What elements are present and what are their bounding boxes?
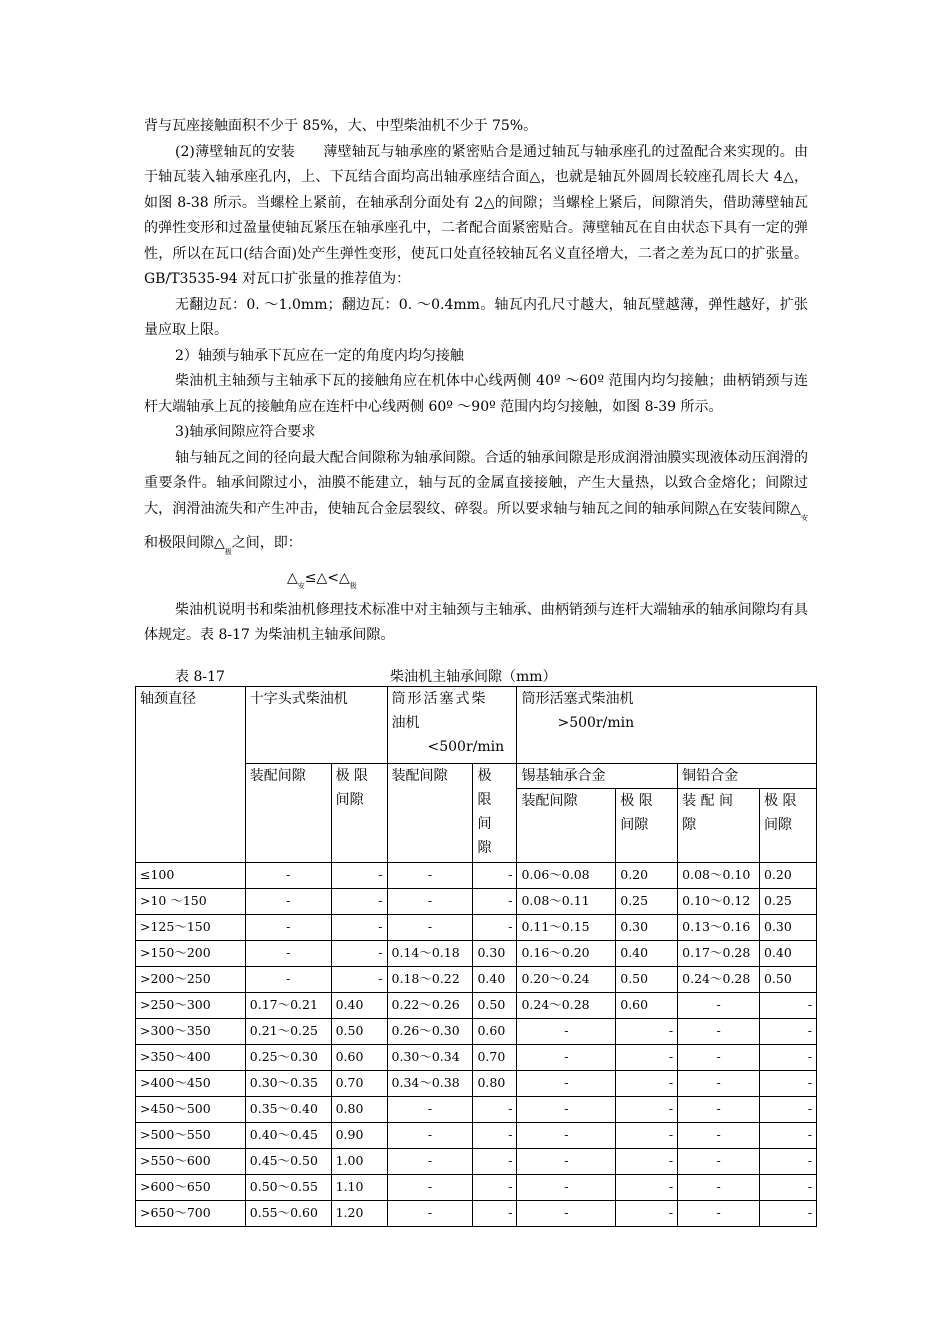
- table-cell: 0.20: [616, 863, 678, 889]
- table-cell: 0.40: [473, 967, 517, 993]
- table-cell: -: [616, 1123, 678, 1149]
- header-crosshead: 十字头式柴油机: [245, 687, 387, 764]
- table-cell: -: [760, 1045, 817, 1071]
- table-number: 表 8-17: [175, 669, 225, 685]
- table-cell: -: [473, 915, 517, 941]
- header-tin-assembly: 装配间隙: [517, 789, 616, 863]
- clearance-formula: $\triangle_安\le\triangle<\triangle_极$: [287, 569, 357, 590]
- table-cell: >200～250: [136, 967, 246, 993]
- table-cell: 0.16～0.20: [517, 941, 616, 967]
- table-cell: 0.30: [616, 915, 678, 941]
- table-cell: -: [760, 1175, 817, 1201]
- paragraph-1: 背与瓦座接触面积不少于 85%，大、中型柴油机不少于 75%。: [144, 118, 538, 134]
- table-cell: 1.00: [331, 1149, 387, 1175]
- table-row: [136, 889, 817, 915]
- table-cell: 1.20: [331, 1201, 387, 1227]
- table-cell: 0.13～0.16: [678, 915, 760, 941]
- table-cell: -: [331, 967, 387, 993]
- table-header: [136, 687, 817, 863]
- table-body: [136, 863, 817, 1227]
- table-cell: -: [387, 915, 473, 941]
- header-copper-lead: 铜铅合金: [678, 764, 817, 789]
- table-cell: -: [616, 1175, 678, 1201]
- table-row: [136, 1123, 817, 1149]
- table-cell: -: [331, 915, 387, 941]
- table-cell: 0.50～0.55: [245, 1175, 331, 1201]
- table-cell: >150～200: [136, 941, 246, 967]
- table-title: 柴油机主轴承间隙（mm）: [390, 669, 557, 685]
- table-row: [136, 993, 817, 1019]
- table-cell: >550～600: [136, 1149, 246, 1175]
- table-row: [136, 1045, 817, 1071]
- table-row: [136, 863, 817, 889]
- table-cell: 0.08～0.11: [517, 889, 616, 915]
- table-cell: 0.34～0.38: [387, 1071, 473, 1097]
- table-cell: -: [517, 1097, 616, 1123]
- table-cell: -: [616, 1019, 678, 1045]
- table-cell: -: [678, 1201, 760, 1227]
- table-row: [136, 1175, 817, 1201]
- table-cell: -: [517, 1149, 616, 1175]
- table-row: [136, 915, 817, 941]
- header-trunk-low-assembly: 装配间隙: [387, 764, 473, 863]
- table-cell: >450～500: [136, 1097, 246, 1123]
- table-cell: 0.22～0.26: [387, 993, 473, 1019]
- table-cell: >600～650: [136, 1175, 246, 1201]
- table-cell: 0.26～0.30: [387, 1019, 473, 1045]
- table-row: [136, 1071, 817, 1097]
- table-cell: -: [473, 863, 517, 889]
- table-cell: -: [616, 1045, 678, 1071]
- table-cell: 0.45～0.50: [245, 1149, 331, 1175]
- table-cell: -: [760, 1123, 817, 1149]
- table-cell: 0.25: [616, 889, 678, 915]
- header-copper-assembly: 装 配 间 隙: [678, 789, 760, 863]
- table-cell: 0.60: [331, 1045, 387, 1071]
- table-cell: -: [517, 1201, 616, 1227]
- header-journal-diameter: 轴颈直径: [136, 687, 246, 863]
- table-cell: 0.30: [473, 941, 517, 967]
- table-cell: -: [760, 1071, 817, 1097]
- table-cell: >400～450: [136, 1071, 246, 1097]
- table-cell: 0.20～0.24: [517, 967, 616, 993]
- table-row: [136, 941, 817, 967]
- table-cell: 0.50: [473, 993, 517, 1019]
- table-cell: 0.21～0.25: [245, 1019, 331, 1045]
- table-cell: -: [387, 863, 473, 889]
- table-cell: -: [678, 1123, 760, 1149]
- table-cell: 0.40: [331, 993, 387, 1019]
- table-cell: 0.17～0.21: [245, 993, 331, 1019]
- table-cell: -: [245, 941, 331, 967]
- table-cell: 0.25: [760, 889, 817, 915]
- table-cell: 0.55～0.60: [245, 1201, 331, 1227]
- table-cell: -: [245, 915, 331, 941]
- table-cell: -: [387, 1201, 473, 1227]
- table-cell: -: [473, 1149, 517, 1175]
- table-cell: -: [678, 1097, 760, 1123]
- table-cell: -: [616, 1149, 678, 1175]
- table-cell: -: [678, 1045, 760, 1071]
- table-cell: -: [517, 1071, 616, 1097]
- header-trunk-low: 筒形活塞式柴 油机 <500r/min: [387, 687, 517, 764]
- table-cell: 0.20: [760, 863, 817, 889]
- table-row: [136, 1149, 817, 1175]
- table-row: [136, 1201, 817, 1227]
- header-trunk-low-limit: 极 限 间 隙: [473, 764, 517, 863]
- table-cell: -: [473, 1097, 517, 1123]
- table-cell: 0.50: [331, 1019, 387, 1045]
- table-cell: 0.14～0.18: [387, 941, 473, 967]
- table-cell: 1.10: [331, 1175, 387, 1201]
- table-caption: [144, 667, 808, 687]
- table-cell: 0.06～0.08: [517, 863, 616, 889]
- table-cell: ≤100: [136, 863, 246, 889]
- table-cell: -: [473, 889, 517, 915]
- paragraph-thin-bearing: (2)薄壁轴瓦的安装 薄壁轴瓦与轴承座的紧密贴合是通过轴瓦与轴承座孔的过盈配合来实现的。由于轴瓦装入轴承座孔内，上、下瓦结合面均高出轴承座结合面△，也就是轴瓦外圆周长较座孔周长大 4△，如图 8-38 所示。当螺栓上紧前，在轴承刮分面处有 2△的间隙；当螺栓上紧后，间隙消失，借助薄壁轴瓦的弹性变形和过盈量使轴瓦紧压在轴承座孔中，二者配合面紧密贴合。薄壁轴瓦在自由状态下具有一定的弹性，所以在瓦口(结合面)处产生弹性变形，使瓦口处直径较轴瓦名义直径增大，二者之差为瓦口的扩张量。GB/T3535-94 对瓦口扩张量的推荐值为：: [144, 143, 808, 287]
- header-copper-limit: 极 限 间隙: [760, 789, 817, 863]
- header-tin-alloy: 锡基轴承合金: [517, 764, 678, 789]
- heading-clearance: 3)轴承间隙应符合要求: [175, 424, 316, 440]
- table-row: [136, 1097, 817, 1123]
- table-cell: >300～350: [136, 1019, 246, 1045]
- table-cell: 0.24～0.28: [678, 967, 760, 993]
- table-cell: 0.80: [331, 1097, 387, 1123]
- table-cell: -: [678, 1019, 760, 1045]
- table-row: [136, 967, 817, 993]
- table-cell: 0.17～0.28: [678, 941, 760, 967]
- paragraph-clearance: 轴与轴瓦之间的径向最大配合间隙称为轴承间隙。合适的轴承间隙是形成润滑油膜实现液体动压润滑的重要条件。轴承间隙过小，油膜不能建立，轴与瓦的金属直接接触，产生大量热，以致合金熔化；间隙过大，润滑油流失和产生冲击，使轴瓦合金层裂纹、碎裂。所以要求轴与轴瓦之间的轴承间隙△在安装间隙$\triangle_安$和极限间隙$\triangle_极$之间，即：: [144, 449, 808, 556]
- table-cell: -: [387, 1175, 473, 1201]
- table-cell: -: [245, 889, 331, 915]
- header-crosshead-limit: 极 限 间隙: [331, 764, 387, 863]
- table-cell: 0.11～0.15: [517, 915, 616, 941]
- bearing-clearance-table: [135, 686, 817, 1227]
- table-cell: -: [473, 1175, 517, 1201]
- table-cell: 0.25～0.30: [245, 1045, 331, 1071]
- table-cell: 0.80: [473, 1071, 517, 1097]
- table-cell: -: [678, 1149, 760, 1175]
- table-cell: -: [473, 1201, 517, 1227]
- table-cell: -: [760, 993, 817, 1019]
- table-cell: -: [678, 1071, 760, 1097]
- table-cell: 0.60: [616, 993, 678, 1019]
- table-cell: -: [616, 1097, 678, 1123]
- table-cell: 0.10～0.12: [678, 889, 760, 915]
- table-cell: -: [517, 1045, 616, 1071]
- table-cell: -: [760, 1149, 817, 1175]
- table-cell: 0.70: [331, 1071, 387, 1097]
- table-cell: >350～400: [136, 1045, 246, 1071]
- table-cell: 0.35～0.40: [245, 1097, 331, 1123]
- table-cell: 0.50: [616, 967, 678, 993]
- table-cell: -: [517, 1175, 616, 1201]
- table-cell: 0.30～0.34: [387, 1045, 473, 1071]
- table-cell: 0.40: [616, 941, 678, 967]
- table-cell: -: [760, 1201, 817, 1227]
- header-crosshead-assembly: 装配间隙: [245, 764, 331, 863]
- table-cell: -: [245, 967, 331, 993]
- table-cell: 0.90: [331, 1123, 387, 1149]
- table-cell: 0.08～0.10: [678, 863, 760, 889]
- table-cell: 0.18～0.22: [387, 967, 473, 993]
- table-cell: 0.60: [473, 1019, 517, 1045]
- table-cell: -: [387, 1123, 473, 1149]
- heading-contact-angle: 2）轴颈与轴承下瓦应在一定的角度内均匀接触: [175, 347, 464, 364]
- header-tin-limit: 极 限 间隙: [616, 789, 678, 863]
- table-cell: 0.30～0.35: [245, 1071, 331, 1097]
- paragraph-table-intro: 柴油机说明书和柴油机修理技术标准中对主轴颈与主轴承、曲柄销颈与连杆大端轴承的轴承间隙均有具体规定。表 8-17 为柴油机主轴承间隙。: [144, 601, 808, 643]
- header-trunk-high: 筒形活塞式柴油机 >500r/min: [517, 687, 817, 764]
- table-cell: -: [616, 1071, 678, 1097]
- table-cell: -: [331, 863, 387, 889]
- table-cell: 0.30: [760, 915, 817, 941]
- table-cell: 0.40: [760, 941, 817, 967]
- table-cell: >650～700: [136, 1201, 246, 1227]
- table-cell: -: [760, 1097, 817, 1123]
- paragraph-contact-angle: 柴油机主轴颈与主轴承下瓦的接触角应在机体中心线两侧 40º ～60º 范围内均匀接触；曲柄销颈与连杆大端轴承上瓦的接触角应在连杆中心线两侧 60º ～90º 范围内均匀接触，如图 8-39 所示。: [144, 373, 808, 415]
- table-cell: -: [678, 993, 760, 1019]
- table-cell: 0.40～0.45: [245, 1123, 331, 1149]
- table-cell: -: [517, 1019, 616, 1045]
- table-cell: -: [387, 1149, 473, 1175]
- table-cell: -: [616, 1201, 678, 1227]
- table-cell: -: [245, 863, 331, 889]
- table-cell: -: [387, 889, 473, 915]
- table-row: [136, 1019, 817, 1045]
- table-cell: -: [331, 889, 387, 915]
- document-body: [144, 114, 808, 649]
- table-cell: -: [473, 1123, 517, 1149]
- paragraph-expansion: 无翻边瓦：0. ～1.0mm；翻边瓦：0. ～0.4mm。轴瓦内孔尺寸越大，轴瓦壁越薄，弹性越好，扩张量应取上限。: [144, 296, 808, 338]
- table-cell: -: [331, 941, 387, 967]
- table-cell: >250～300: [136, 993, 246, 1019]
- table-cell: -: [760, 1019, 817, 1045]
- table-cell: 0.50: [760, 967, 817, 993]
- table-cell: >125～150: [136, 915, 246, 941]
- table-cell: 0.24～0.28: [517, 993, 616, 1019]
- table-cell: -: [387, 1097, 473, 1123]
- table-cell: -: [517, 1123, 616, 1149]
- table-cell: -: [678, 1175, 760, 1201]
- table-cell: 0.70: [473, 1045, 517, 1071]
- table-cell: >500～550: [136, 1123, 246, 1149]
- table-cell: >10 ～150: [136, 889, 246, 915]
